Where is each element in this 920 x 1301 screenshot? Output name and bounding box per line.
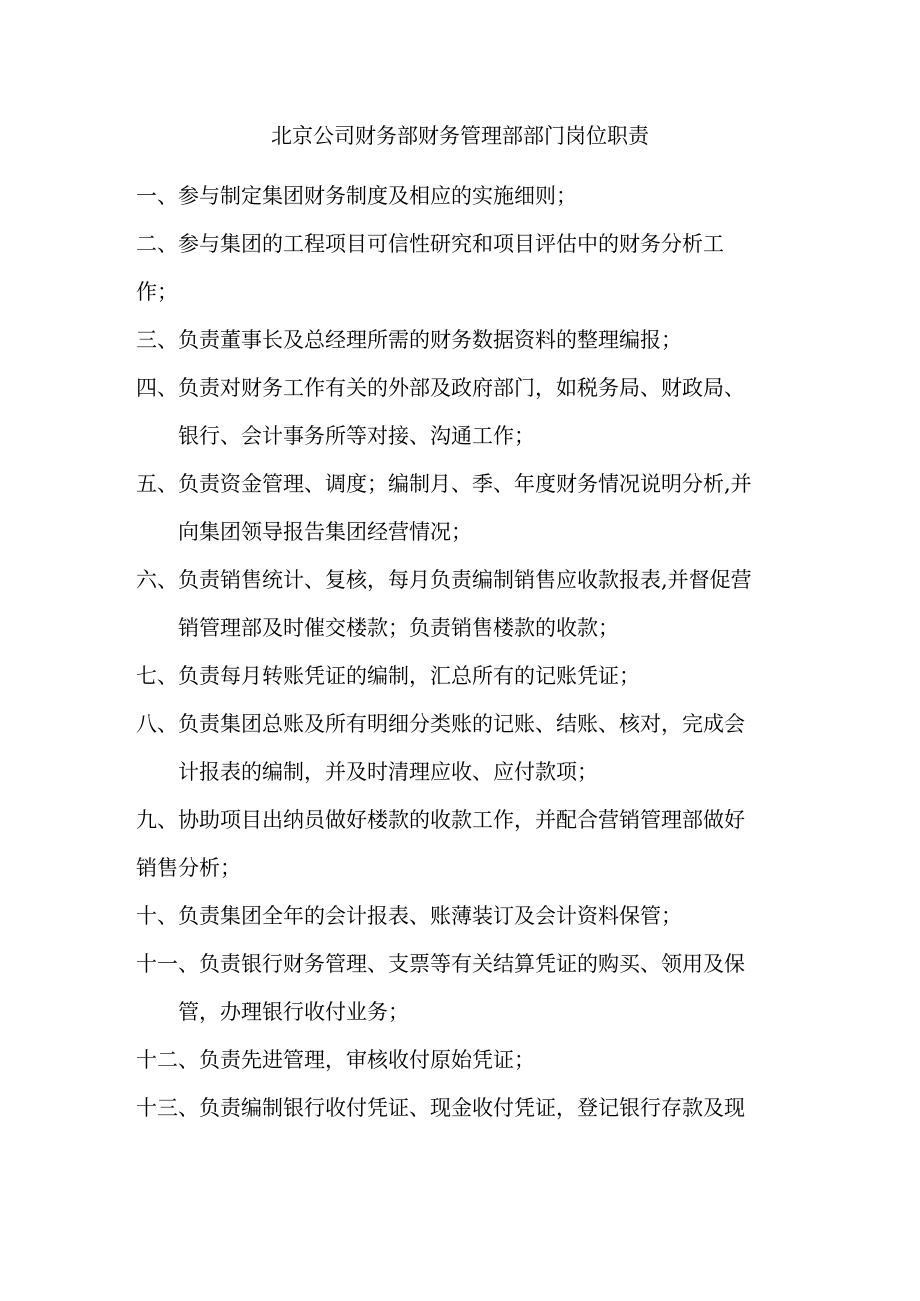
duty-line: 作； [136, 280, 178, 304]
duty-line: 九、协助项目出纳员做好楼款的收款工作，并配合营销管理部做好 [136, 808, 745, 832]
duty-line: 销售分析； [136, 856, 241, 880]
duty-line: 十二、负责先进管理，审核收付原始凭证； [136, 1048, 535, 1072]
duty-line: 八、负责集团总账及所有明细分类账的记账、结账、核对，完成会 [136, 712, 745, 736]
duty-line: 十三、负责编制银行收付凭证、现金收付凭证，登记银行存款及现 [136, 1096, 745, 1120]
duty-line: 向集团领导报告集团经营情况； [178, 520, 472, 544]
duty-line: 计报表的编制，并及时清理应收、应付款项； [178, 760, 598, 784]
duty-line: 七、负责每月转账凭证的编制，汇总所有的记账凭证； [136, 664, 640, 688]
duty-line: 一、参与制定集团财务制度及相应的实施细则； [136, 184, 577, 208]
duty-line: 五、负责资金管理、调度；编制月、季、年度财务情况说明分析,并 [136, 472, 752, 496]
duty-line: 银行、会计事务所等对接、沟通工作； [178, 424, 535, 448]
duty-line: 十、负责集团全年的会计报表、账薄装订及会计资料保管； [136, 904, 682, 928]
duty-line: 六、负责销售统计、复核，每月负责编制销售应收款报表,并督促营 [136, 568, 752, 592]
duty-line: 三、负责董事长及总经理所需的财务数据资料的整理编报； [136, 328, 682, 352]
duty-line: 二、参与集团的工程项目可信性研究和项目评估中的财务分析工 [136, 232, 724, 256]
duty-line: 销管理部及时催交楼款；负责销售楼款的收款； [178, 616, 619, 640]
page-title: 北京公司财务部财务管理部部门岗位职责 [271, 124, 649, 148]
duty-line: 十一、负责银行财务管理、支票等有关结算凭证的购买、领用及保 [136, 952, 745, 976]
duty-line: 管，办理银行收付业务； [178, 1000, 409, 1024]
duty-line: 四、负责对财务工作有关的外部及政府部门，如税务局、财政局、 [136, 376, 745, 400]
